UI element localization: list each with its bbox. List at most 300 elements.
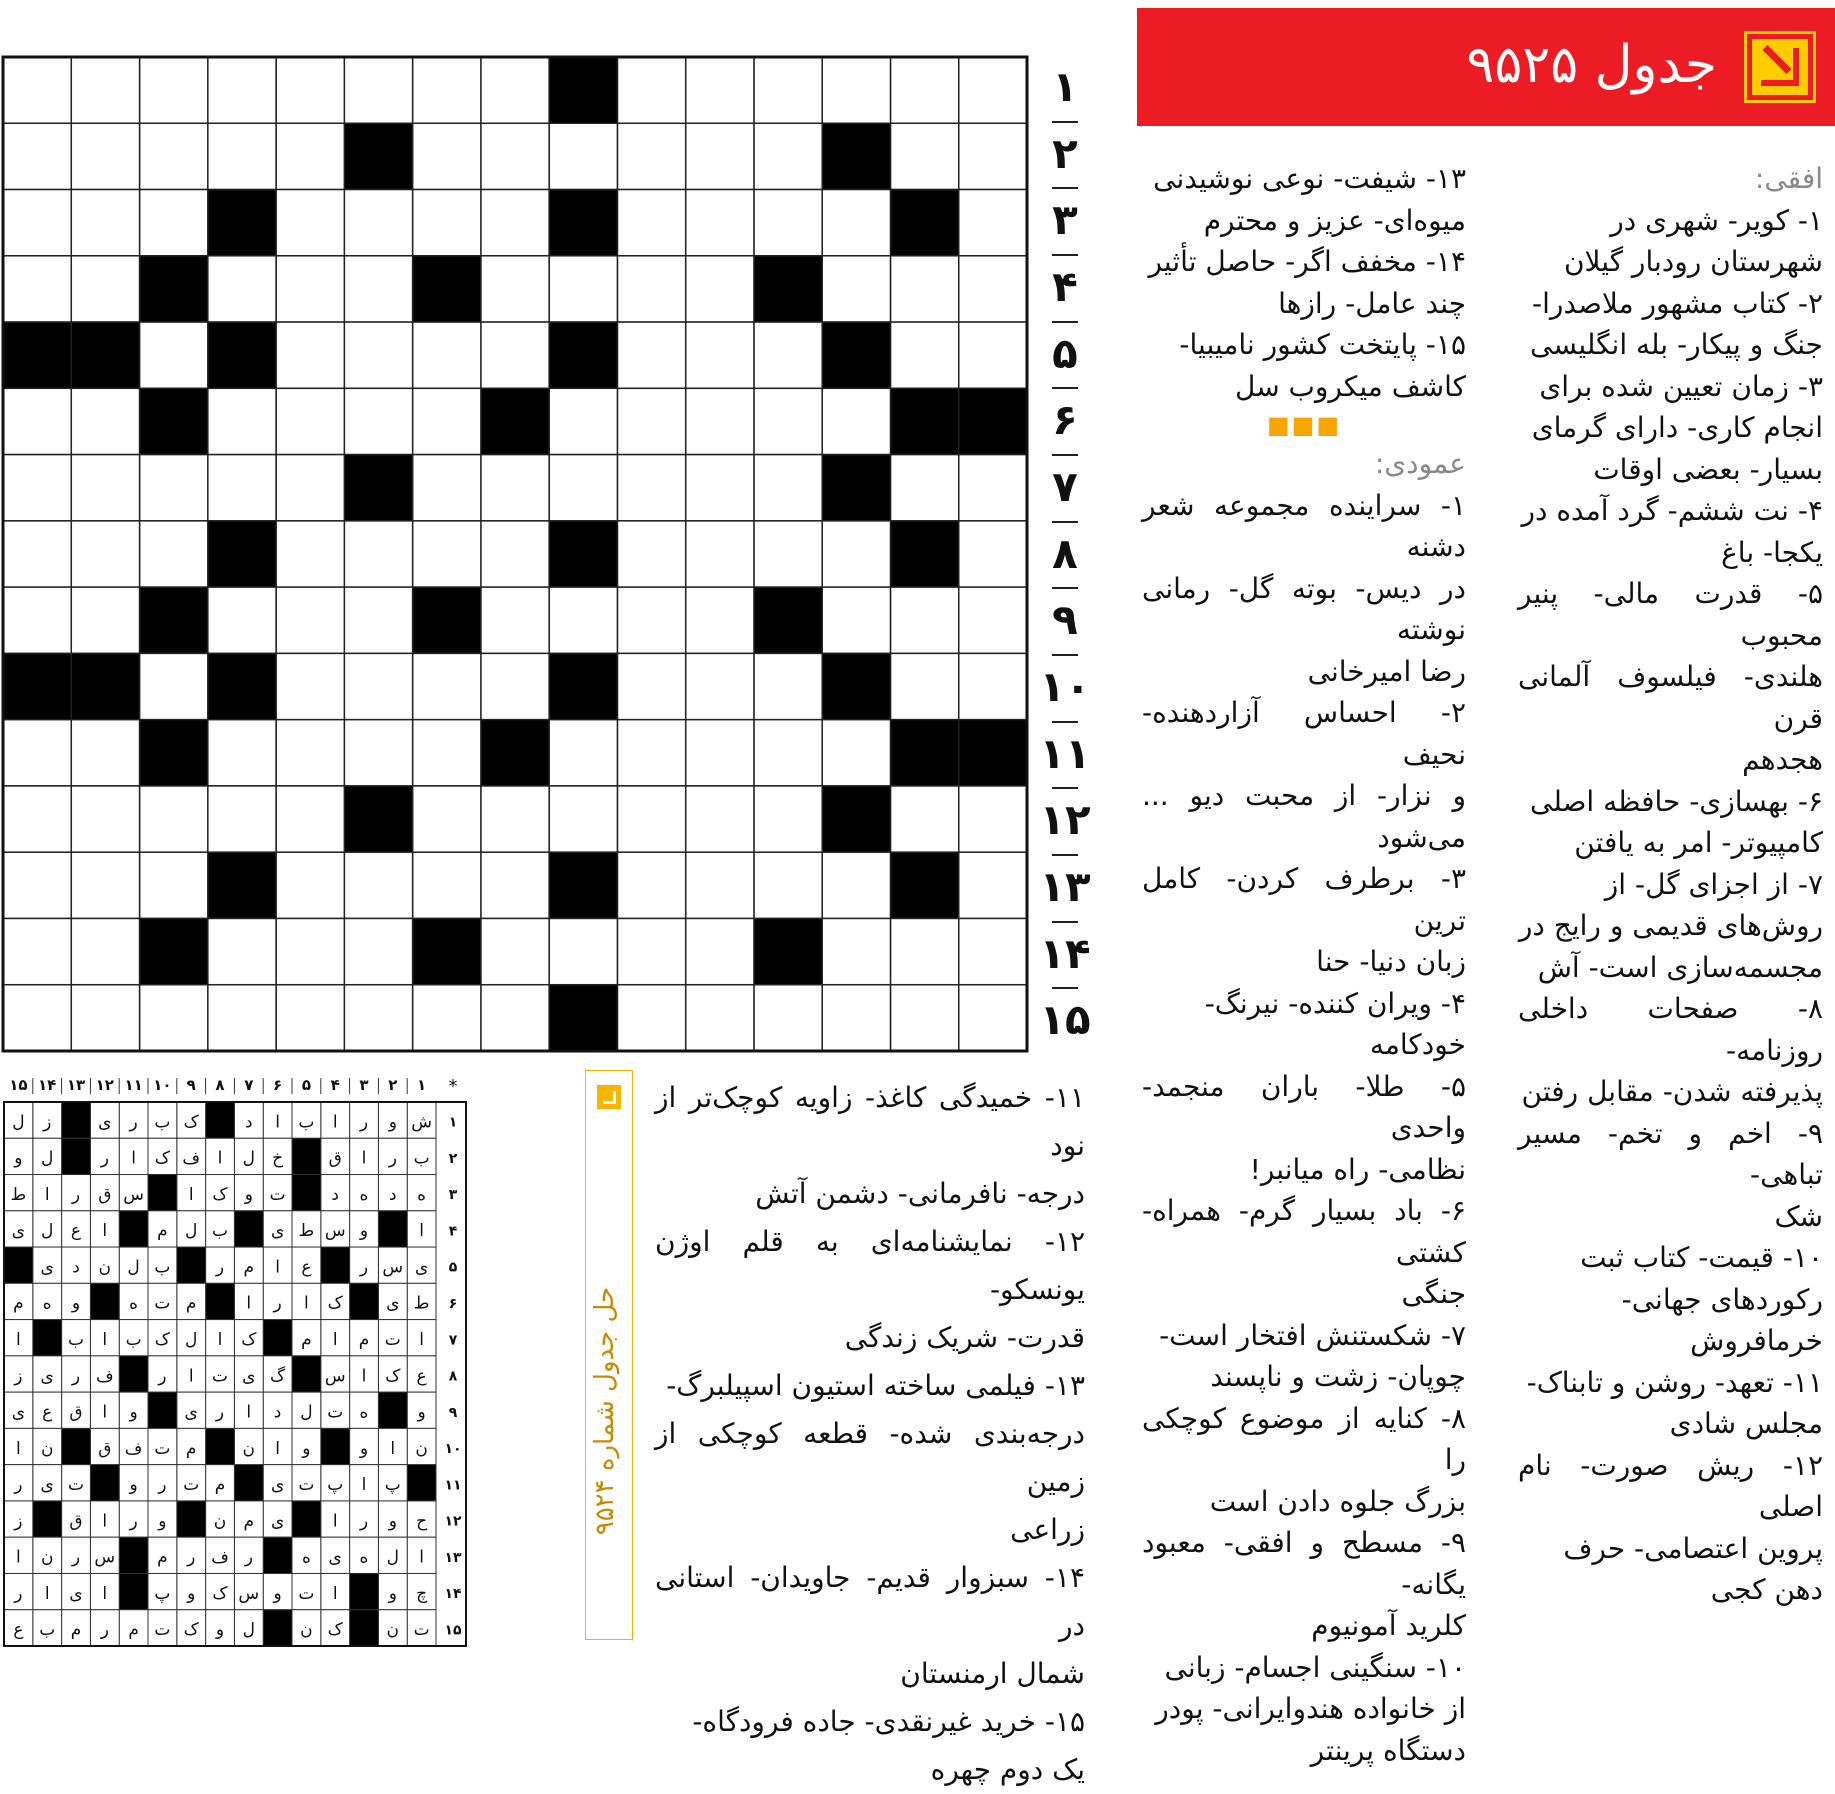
solution-col-label: ۲ (388, 1076, 398, 1094)
clue-line: ۷- از اجزای گل- از (1604, 867, 1823, 901)
grid-cell[interactable] (344, 256, 412, 322)
grid-cell[interactable] (549, 918, 617, 984)
solution-letter: د (72, 1257, 80, 1278)
grid-cell[interactable] (822, 918, 890, 984)
grid-cell[interactable] (71, 521, 139, 587)
grid-cell[interactable] (276, 57, 344, 123)
solution-block (292, 1501, 321, 1537)
solution-letter: ق (69, 1402, 83, 1423)
grid-cell[interactable] (413, 455, 481, 521)
solution-letter: ک (212, 1583, 228, 1604)
grid-cell[interactable] (822, 190, 890, 256)
grid-cell[interactable] (686, 190, 754, 256)
solution-row-label: ۳ (448, 1187, 458, 1204)
grid-cell[interactable] (686, 786, 754, 852)
grid-cell[interactable] (822, 985, 890, 1051)
solution-block (407, 1465, 436, 1501)
solution-block (62, 1428, 91, 1464)
grid-cell[interactable] (276, 521, 344, 587)
solution-letter: ط (298, 1221, 315, 1242)
grid-cell[interactable] (140, 852, 208, 918)
solution-letter: و (388, 1583, 397, 1604)
grid-cell[interactable] (71, 720, 139, 786)
solution-block (350, 1610, 379, 1646)
grid-cell[interactable] (890, 985, 958, 1051)
grid-cell[interactable] (71, 918, 139, 984)
solution-block (119, 1573, 148, 1609)
clue-line: جنگ و پیکار- بله انگلیسی (1530, 328, 1823, 361)
grid-cell[interactable] (686, 322, 754, 388)
grid-cell[interactable] (140, 521, 208, 587)
solution-letter: پ (154, 1583, 171, 1604)
solution-letter: ع (13, 1620, 24, 1641)
solution-row-label: ۸ (448, 1368, 458, 1385)
grid-cell[interactable] (617, 786, 685, 852)
grid-cell[interactable] (3, 918, 71, 984)
solution-row-label: ۱۰ (444, 1441, 462, 1458)
grid-cell[interactable] (822, 852, 890, 918)
solution-letter: ن (415, 1438, 428, 1459)
row-divider (1052, 587, 1078, 589)
grid-block (549, 653, 617, 719)
grid-cell[interactable] (549, 587, 617, 653)
grid-block (71, 653, 139, 719)
solution-letter: ا (102, 1583, 108, 1604)
grid-cell[interactable] (959, 190, 1027, 256)
grid-block (822, 786, 890, 852)
grid-block (3, 653, 71, 719)
grid-cell[interactable] (686, 918, 754, 984)
solution-letter: ر (244, 1547, 253, 1568)
solution-letter: ک (183, 1620, 199, 1641)
grid-cell[interactable] (140, 653, 208, 719)
row-divider (1052, 921, 1078, 923)
grid-cell[interactable] (208, 256, 276, 322)
grid-block (208, 521, 276, 587)
solution-letter: ا (390, 1438, 396, 1459)
grid-cell[interactable] (686, 587, 754, 653)
grid-cell[interactable] (754, 388, 822, 454)
grid-cell[interactable] (754, 720, 822, 786)
grid-cell[interactable] (276, 190, 344, 256)
grid-cell[interactable] (481, 653, 549, 719)
grid-cell[interactable] (754, 985, 822, 1051)
grid-cell[interactable] (959, 653, 1027, 719)
solution-block (33, 1320, 62, 1356)
grid-cell[interactable] (481, 985, 549, 1051)
clue-line: ۳- برطرف کردن- کامل ترین (1142, 862, 1466, 937)
grid-cell[interactable] (276, 322, 344, 388)
solution-letter: م (185, 1293, 197, 1314)
grid-block (208, 653, 276, 719)
grid-cell[interactable] (481, 521, 549, 587)
solution-letter: ک (154, 1148, 171, 1169)
grid-cell[interactable] (140, 985, 208, 1051)
grid-cell[interactable] (686, 57, 754, 123)
solution-letter: ر (187, 1547, 196, 1568)
solution-letter: و (388, 1112, 397, 1133)
solution-letter: ر (100, 1148, 109, 1169)
grid-cell[interactable] (3, 123, 71, 189)
grid-cell[interactable] (208, 786, 276, 852)
clue-line: و نزار- از محبت دیو ... می‌شود (1142, 779, 1466, 854)
solution-letter: ی (184, 1402, 198, 1423)
grid-cell[interactable] (617, 521, 685, 587)
grid-cell[interactable] (686, 720, 754, 786)
row-label: ۲ (1052, 128, 1078, 178)
grid-cell[interactable] (617, 256, 685, 322)
clue-line: ۱۳- فیلمی ساخته استیون اسپیلبرگ- (666, 1369, 1085, 1402)
clue-line: ۱۱- خمیدگی کاغذ- زاویه کوچک‌تر از نود (655, 1081, 1085, 1162)
solution-letter: س (324, 1221, 346, 1242)
row-label: ۱۳ (1039, 862, 1091, 911)
row-label: ۴ (1052, 262, 1078, 311)
grid-cell[interactable] (754, 786, 822, 852)
grid-cell[interactable] (276, 720, 344, 786)
grid-cell[interactable] (71, 388, 139, 454)
solution-letter: ا (44, 1184, 50, 1205)
solution-letter: ن (213, 1511, 227, 1532)
solution-letter: ا (419, 1329, 424, 1350)
solution-col-label: ۶ (273, 1076, 283, 1094)
grid-cell[interactable] (208, 985, 276, 1051)
grid-cell[interactable] (140, 57, 208, 123)
clue-line: ۴- ویران کننده- نیرنگ- (1204, 986, 1466, 1020)
solution-letter: ت (154, 1620, 171, 1641)
grid-cell[interactable] (276, 123, 344, 189)
grid-cell[interactable] (890, 587, 958, 653)
grid-block (754, 918, 822, 984)
clue-line: زبان دنیا- حنا (1316, 945, 1466, 978)
solution-block (292, 1175, 321, 1211)
solution-letter: ر (359, 1257, 369, 1278)
solution-letter: ن (386, 1620, 400, 1641)
solution-letter: و (71, 1293, 81, 1314)
grid-cell[interactable] (140, 786, 208, 852)
grid-cell[interactable] (344, 985, 412, 1051)
grid-cell[interactable] (617, 322, 685, 388)
grid-cell[interactable] (413, 985, 481, 1051)
grid-cell[interactable] (208, 455, 276, 521)
grid-cell[interactable] (413, 653, 481, 719)
grid-cell[interactable] (617, 455, 685, 521)
grid-cell[interactable] (413, 786, 481, 852)
solution-letter: ک (212, 1184, 228, 1205)
row-divider (1052, 387, 1078, 389)
grid-cell[interactable] (3, 455, 71, 521)
grid-cell[interactable] (208, 587, 276, 653)
grid-block (208, 852, 276, 918)
solution-block (119, 1537, 148, 1573)
grid-cell[interactable] (617, 852, 685, 918)
grid-cell[interactable] (686, 455, 754, 521)
grid-cell[interactable] (413, 388, 481, 454)
clue-line: دستگاه پرینتر (1310, 1733, 1466, 1767)
grid-block (959, 388, 1027, 454)
solution-letter: و (14, 1148, 23, 1169)
grid-cell[interactable] (140, 455, 208, 521)
solution-letter: ت (298, 1475, 315, 1496)
grid-cell[interactable] (208, 123, 276, 189)
solution-row-label: ۴ (448, 1223, 458, 1240)
grid-cell[interactable] (890, 653, 958, 719)
clue-line: هجدهم (1742, 743, 1823, 776)
solution-letter: م (128, 1620, 139, 1641)
grid-cell[interactable] (140, 322, 208, 388)
grid-cell[interactable] (549, 388, 617, 454)
grid-cell[interactable] (959, 985, 1027, 1051)
clue-line: ۵- قدرت مالی- پنیر محبوب (1518, 577, 1823, 652)
grid-cell[interactable] (3, 985, 71, 1051)
grid-cell[interactable] (481, 123, 549, 189)
clue-line: ۱۲- نمایشنامه‌ای به قلم اوژن یونسکو- (655, 1225, 1085, 1306)
clue-line: ۵- طلا- باران منجمد- واحدی (1142, 1069, 1466, 1144)
solution-letter: ا (102, 1402, 108, 1423)
grid-cell[interactable] (686, 521, 754, 587)
solution-block (378, 1392, 407, 1428)
grid-cell[interactable] (481, 455, 549, 521)
grid-cell[interactable] (686, 852, 754, 918)
grid-cell[interactable] (413, 123, 481, 189)
solution-letter: ل (185, 1329, 198, 1350)
grid-cell[interactable] (71, 985, 139, 1051)
grid-cell[interactable] (3, 190, 71, 256)
grid-cell[interactable] (3, 388, 71, 454)
grid-cell[interactable] (617, 388, 685, 454)
solution-letter: و (388, 1511, 397, 1532)
grid-cell[interactable] (276, 388, 344, 454)
grid-cell[interactable] (413, 57, 481, 123)
row-label: ۳ (1052, 195, 1078, 245)
grid-cell[interactable] (959, 786, 1027, 852)
solution-letter: ی (242, 1366, 256, 1387)
grid-cell[interactable] (549, 720, 617, 786)
grid-cell[interactable] (3, 720, 71, 786)
clue-line: ۹- مسطح و افقی- معبود یگانه- (1142, 1526, 1466, 1601)
grid-cell[interactable] (344, 388, 412, 454)
row-divider (1052, 521, 1078, 523)
grid-cell[interactable] (276, 587, 344, 653)
grid-cell[interactable] (959, 455, 1027, 521)
grid-cell[interactable] (754, 521, 822, 587)
grid-cell[interactable] (481, 786, 549, 852)
grid-cell[interactable] (617, 985, 685, 1051)
grid-cell[interactable] (208, 388, 276, 454)
solution-letter: ب (413, 1148, 430, 1169)
solution-letter: ا (332, 1583, 338, 1604)
solution-letter: ک (327, 1620, 343, 1641)
grid-cell[interactable] (754, 190, 822, 256)
grid-cell[interactable] (617, 57, 685, 123)
grid-block (549, 57, 617, 123)
grid-cell[interactable] (754, 123, 822, 189)
grid-cell[interactable] (890, 455, 958, 521)
grid-cell[interactable] (344, 720, 412, 786)
grid-cell[interactable] (822, 521, 890, 587)
grid-cell[interactable] (276, 256, 344, 322)
solution-letter: ب (298, 1112, 315, 1133)
grid-cell[interactable] (959, 322, 1027, 388)
clue-line: ۱۰- سنگینی اجسام- زبانی (1164, 1650, 1466, 1684)
grid-cell[interactable] (71, 190, 139, 256)
grid-cell[interactable] (481, 190, 549, 256)
grid-cell[interactable] (71, 455, 139, 521)
solution-letter: ل (41, 1221, 54, 1242)
grid-cell[interactable] (481, 587, 549, 653)
solution-letter: و (273, 1583, 282, 1604)
grid-cell[interactable] (276, 653, 344, 719)
grid-cell[interactable] (344, 322, 412, 388)
grid-cell[interactable] (549, 455, 617, 521)
grid-cell[interactable] (686, 388, 754, 454)
grid-cell[interactable] (71, 123, 139, 189)
grid-cell[interactable] (822, 256, 890, 322)
across-heading: افقی: (1754, 162, 1823, 195)
grid-block (71, 322, 139, 388)
grid-cell[interactable] (754, 57, 822, 123)
grid-cell[interactable] (754, 322, 822, 388)
grid-cell[interactable] (413, 322, 481, 388)
grid-cell[interactable] (344, 918, 412, 984)
grid-cell[interactable] (481, 322, 549, 388)
solution-block (350, 1573, 379, 1609)
solution-row-label: ۱۵ (444, 1622, 462, 1639)
grid-cell[interactable] (3, 57, 71, 123)
solution-letter: ت (211, 1366, 229, 1387)
grid-cell[interactable] (822, 57, 890, 123)
grid-cell[interactable] (481, 256, 549, 322)
grid-cell[interactable] (686, 985, 754, 1051)
grid-cell[interactable] (686, 653, 754, 719)
grid-cell[interactable] (890, 256, 958, 322)
grid-cell[interactable] (890, 322, 958, 388)
clue-line: ۸- صفحات داخلی روزنامه- (1518, 992, 1823, 1067)
row-label: ۵ (1052, 328, 1078, 378)
solution-letter: د (331, 1184, 339, 1205)
solution-letter: ر (273, 1293, 282, 1314)
page-title: جدول ۹۵۲۵ (1466, 35, 1717, 95)
solution-letter: س (94, 1547, 116, 1568)
grid-cell[interactable] (959, 57, 1027, 123)
grid-cell[interactable] (71, 852, 139, 918)
grid-cell[interactable] (276, 852, 344, 918)
grid-cell[interactable] (959, 123, 1027, 189)
grid-cell[interactable] (3, 256, 71, 322)
row-divider (1052, 454, 1078, 456)
solution-letter: ا (361, 1366, 367, 1387)
grid-cell[interactable] (344, 190, 412, 256)
solution-letter: ب (211, 1221, 229, 1242)
grid-cell[interactable] (276, 918, 344, 984)
grid-cell[interactable] (413, 852, 481, 918)
grid-cell[interactable] (822, 388, 890, 454)
grid-cell[interactable] (822, 587, 890, 653)
grid-cell[interactable] (71, 57, 139, 123)
solution-letter: س (238, 1583, 260, 1604)
grid-cell[interactable] (822, 720, 890, 786)
grid-cell[interactable] (481, 852, 549, 918)
solution-letter: پ (327, 1475, 344, 1496)
grid-cell[interactable] (686, 123, 754, 189)
grid-cell[interactable] (686, 256, 754, 322)
grid-cell[interactable] (959, 918, 1027, 984)
grid-cell[interactable] (140, 190, 208, 256)
grid-cell[interactable] (890, 57, 958, 123)
grid-cell[interactable] (344, 521, 412, 587)
grid-cell[interactable] (890, 786, 958, 852)
solution-letter: ا (44, 1583, 50, 1604)
grid-cell[interactable] (890, 123, 958, 189)
solution-block (292, 1356, 321, 1392)
grid-cell[interactable] (3, 521, 71, 587)
grid-cell[interactable] (754, 852, 822, 918)
grid-cell[interactable] (208, 918, 276, 984)
grid-cell[interactable] (959, 256, 1027, 322)
grid-cell[interactable] (754, 653, 822, 719)
grid-cell[interactable] (71, 587, 139, 653)
grid-cell[interactable] (617, 190, 685, 256)
grid-cell[interactable] (3, 786, 71, 852)
grid-cell[interactable] (617, 587, 685, 653)
solution-col-label: ۱ (417, 1076, 427, 1094)
grid-cell[interactable] (959, 521, 1027, 587)
grid-cell[interactable] (71, 786, 139, 852)
grid-cell[interactable] (481, 918, 549, 984)
grid-cell[interactable] (344, 587, 412, 653)
grid-cell[interactable] (413, 521, 481, 587)
grid-cell[interactable] (276, 786, 344, 852)
grid-cell[interactable] (549, 123, 617, 189)
solution-letter: خ (272, 1148, 284, 1169)
grid-cell[interactable] (276, 985, 344, 1051)
grid-cell[interactable] (617, 653, 685, 719)
grid-cell[interactable] (208, 720, 276, 786)
grid-cell[interactable] (140, 123, 208, 189)
grid-cell[interactable] (754, 455, 822, 521)
grid-cell[interactable] (344, 57, 412, 123)
solution-letter: ا (16, 1438, 21, 1459)
clue-line: ۹- اخم و تخم- مسیر تباهی- (1518, 1116, 1823, 1191)
solution-block (263, 1610, 292, 1646)
clue-line: چند عامل- رازها (1278, 286, 1466, 320)
grid-cell[interactable] (617, 123, 685, 189)
grid-cell[interactable] (959, 852, 1027, 918)
grid-cell[interactable] (617, 720, 685, 786)
clue-line: میوه‌ای- عزیز و محترم (1203, 203, 1466, 237)
grid-cell[interactable] (344, 653, 412, 719)
grid-cell[interactable] (549, 786, 617, 852)
grid-cell[interactable] (413, 190, 481, 256)
grid-cell[interactable] (959, 587, 1027, 653)
solution-letter: ر (359, 1112, 369, 1133)
solution-block (119, 1211, 148, 1247)
grid-cell[interactable] (208, 57, 276, 123)
grid-cell[interactable] (481, 57, 549, 123)
grid-cell[interactable] (344, 852, 412, 918)
grid-cell[interactable] (890, 918, 958, 984)
solution-letter: ا (246, 1293, 252, 1314)
solution-grid (0, 1070, 560, 1650)
grid-cell[interactable] (549, 256, 617, 322)
solution-row-label: ۱۲ (444, 1513, 462, 1530)
grid-cell[interactable] (276, 455, 344, 521)
grid-cell[interactable] (3, 852, 71, 918)
grid-cell[interactable] (617, 918, 685, 984)
grid-cell[interactable] (413, 720, 481, 786)
grid-cell[interactable] (71, 256, 139, 322)
solution-letter: و (158, 1511, 167, 1532)
grid-cell[interactable] (3, 587, 71, 653)
